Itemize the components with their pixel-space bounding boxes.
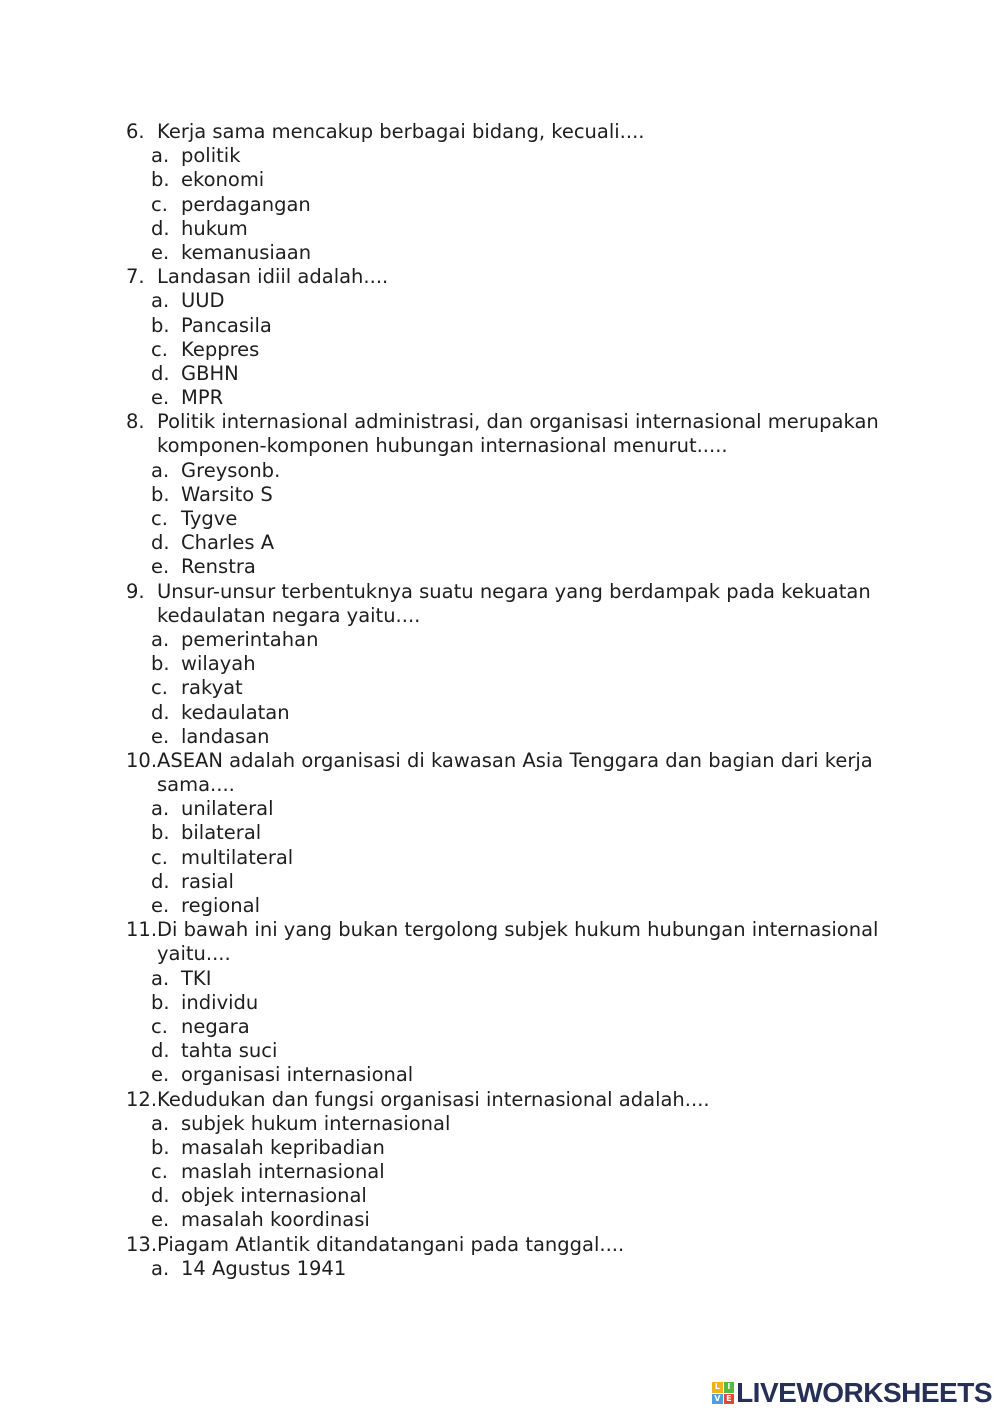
option-letter: d. xyxy=(151,1039,170,1063)
option-letter: c. xyxy=(151,507,168,530)
question-continuation-line xyxy=(0,773,1000,797)
answer-option[interactable] xyxy=(0,870,1000,894)
option-letter: a. xyxy=(151,797,170,821)
answer-option[interactable] xyxy=(0,555,1000,579)
option-letter: a. xyxy=(151,627,170,651)
question-text: Piagam Atlantik ditandatangani pada tanggal.... xyxy=(157,1232,625,1256)
answer-option[interactable] xyxy=(0,991,1000,1015)
option-letter: a. xyxy=(151,289,170,313)
live-logo-icon: L I V E xyxy=(712,1382,734,1404)
option-text: Tygve xyxy=(181,507,238,530)
question-text: Kerja sama mencakup berbagai bidang, kecuali.... xyxy=(157,120,645,143)
option-text: rasial xyxy=(181,869,234,893)
option-letter: b. xyxy=(151,313,170,337)
option-letter: d. xyxy=(151,531,170,555)
option-letter: c. xyxy=(151,676,168,700)
option-letter: a. xyxy=(151,458,170,482)
answer-option[interactable] xyxy=(0,507,1000,531)
answer-option[interactable] xyxy=(0,701,1000,725)
answer-option[interactable] xyxy=(0,459,1000,483)
question-line xyxy=(0,1233,1000,1257)
option-text: ekonomi xyxy=(181,168,265,192)
option-text: 14 Agustus 1941 xyxy=(181,1256,347,1280)
answer-option[interactable] xyxy=(0,1208,1000,1232)
answer-option[interactable] xyxy=(0,1136,1000,1160)
option-letter: d. xyxy=(151,1184,170,1208)
option-text: MPR xyxy=(181,386,224,410)
question-continuation-line xyxy=(0,942,1000,966)
option-letter: d. xyxy=(151,869,170,893)
answer-option[interactable] xyxy=(0,1063,1000,1087)
question-text: komponen-komponen hubungan internasional menurut..... xyxy=(157,434,728,458)
answer-option[interactable] xyxy=(0,1160,1000,1184)
option-text: Warsito S xyxy=(181,482,273,506)
option-letter: a. xyxy=(151,1256,170,1280)
question-text: Politik internasional administrasi, dan organisasi internasional merupakan xyxy=(157,410,879,434)
answer-option[interactable] xyxy=(0,1039,1000,1063)
answer-option[interactable] xyxy=(0,289,1000,313)
option-text: regional xyxy=(181,894,261,917)
option-text: organisasi internasional xyxy=(181,1063,414,1087)
option-text: perdagangan xyxy=(181,192,311,216)
question-text: kedaulatan negara yaitu.... xyxy=(157,603,421,627)
option-text: masalah kepribadian xyxy=(181,1135,385,1159)
answer-option[interactable] xyxy=(0,483,1000,507)
option-letter: c. xyxy=(151,192,168,216)
option-text: bilateral xyxy=(181,821,262,845)
question-number: 10. xyxy=(126,748,158,772)
option-text: objek internasional xyxy=(181,1184,367,1208)
option-text: subjek hukum internasional xyxy=(181,1111,451,1135)
answer-option[interactable] xyxy=(0,338,1000,362)
option-text: hukum xyxy=(181,216,248,240)
question-text: sama.... xyxy=(157,773,235,797)
option-text: kemanusiaan xyxy=(181,240,312,264)
question-continuation-line xyxy=(0,604,1000,628)
question-text: Unsur-unsur terbentuknya suatu negara yang berdampak pada kekuatan xyxy=(157,579,871,603)
option-letter: d. xyxy=(151,700,170,724)
option-letter: e. xyxy=(151,1208,170,1232)
option-letter: b. xyxy=(151,821,170,845)
answer-option[interactable] xyxy=(0,725,1000,749)
option-letter: c. xyxy=(151,845,168,869)
option-letter: e. xyxy=(151,1063,170,1087)
question-number: 9. xyxy=(126,579,145,603)
question-number: 8. xyxy=(126,410,145,434)
option-text: Charles A xyxy=(181,531,275,555)
answer-option[interactable] xyxy=(0,676,1000,700)
question-number: 6. xyxy=(126,120,145,143)
answer-option[interactable] xyxy=(0,1257,1000,1281)
option-letter: b. xyxy=(151,168,170,192)
option-letter: a. xyxy=(151,966,170,990)
option-text: rakyat xyxy=(181,676,243,700)
option-letter: b. xyxy=(151,652,170,676)
answer-option[interactable] xyxy=(0,628,1000,652)
answer-option[interactable] xyxy=(0,144,1000,168)
option-text: politik xyxy=(181,144,241,168)
option-text: negara xyxy=(181,1014,250,1038)
answer-option[interactable] xyxy=(0,193,1000,217)
option-text: Pancasila xyxy=(181,313,272,337)
question-line xyxy=(0,265,1000,289)
question-text: yaitu.... xyxy=(157,942,231,966)
option-text: wilayah xyxy=(181,652,256,676)
answer-option[interactable] xyxy=(0,846,1000,870)
question-text: Kedudukan dan fungsi organisasi internasional adalah.... xyxy=(157,1087,710,1111)
worksheet xyxy=(0,120,1000,1281)
answer-option[interactable] xyxy=(0,1184,1000,1208)
option-letter: e. xyxy=(151,240,170,264)
option-text: Renstra xyxy=(181,555,256,579)
option-letter: b. xyxy=(151,1135,170,1159)
question-number: 13. xyxy=(126,1232,158,1256)
question-text: ASEAN adalah organisasi di kawasan Asia Tenggara dan bagian dari kerja xyxy=(157,748,873,772)
option-text: Keppres xyxy=(181,337,260,361)
option-text: kedaulatan xyxy=(181,700,290,724)
option-text: landasan xyxy=(181,724,270,748)
question-number: 12. xyxy=(126,1087,158,1111)
answer-option[interactable] xyxy=(0,797,1000,821)
option-letter: d. xyxy=(151,216,170,240)
option-letter: b. xyxy=(151,990,170,1014)
answer-option[interactable] xyxy=(0,967,1000,991)
question-line xyxy=(0,120,1000,144)
answer-option[interactable] xyxy=(0,1112,1000,1136)
option-text: pemerintahan xyxy=(181,627,319,651)
option-text: multilateral xyxy=(181,845,294,869)
option-text: GBHN xyxy=(181,361,239,385)
question-number: 7. xyxy=(126,265,145,289)
question-text: Landasan idiil adalah.... xyxy=(157,265,389,289)
option-letter: a. xyxy=(151,1111,170,1135)
answer-option[interactable] xyxy=(0,362,1000,386)
answer-option[interactable] xyxy=(0,314,1000,338)
answer-option[interactable] xyxy=(0,1015,1000,1039)
question-line xyxy=(0,749,1000,773)
question-number: 11. xyxy=(126,918,158,942)
option-letter: c. xyxy=(151,1014,168,1038)
answer-option[interactable] xyxy=(0,386,1000,410)
answer-option[interactable] xyxy=(0,652,1000,676)
option-letter: e. xyxy=(151,555,170,579)
question-line xyxy=(0,410,1000,434)
option-letter: e. xyxy=(151,386,170,410)
option-text: UUD xyxy=(181,289,225,313)
question-line xyxy=(0,1088,1000,1112)
option-letter: a. xyxy=(151,144,170,168)
question-line xyxy=(0,580,1000,604)
answer-option[interactable] xyxy=(0,168,1000,192)
question-text: Di bawah ini yang bukan tergolong subjek hukum hubungan internasional xyxy=(157,918,879,942)
option-letter: e. xyxy=(151,724,170,748)
option-text: unilateral xyxy=(181,797,274,821)
option-letter: b. xyxy=(151,482,170,506)
option-text: TKI xyxy=(181,966,212,990)
liveworksheets-logo[interactable] xyxy=(712,1378,992,1408)
option-text: masalah koordinasi xyxy=(181,1208,370,1232)
option-text: maslah internasional xyxy=(181,1160,385,1184)
option-letter: e. xyxy=(151,894,170,917)
brand-name: LIVEWORKSHEETS xyxy=(736,1377,992,1408)
answer-option[interactable] xyxy=(0,217,1000,241)
question-continuation-line xyxy=(0,434,1000,458)
option-text: tahta suci xyxy=(181,1039,278,1063)
answer-option[interactable] xyxy=(0,821,1000,845)
answer-option[interactable] xyxy=(0,531,1000,555)
option-letter: c. xyxy=(151,337,168,361)
answer-option[interactable] xyxy=(0,241,1000,265)
option-letter: d. xyxy=(151,361,170,385)
answer-option[interactable] xyxy=(0,894,1000,918)
option-text: Greysonb. xyxy=(181,458,281,482)
option-letter: c. xyxy=(151,1160,168,1184)
question-line xyxy=(0,918,1000,942)
option-text: individu xyxy=(181,990,259,1014)
